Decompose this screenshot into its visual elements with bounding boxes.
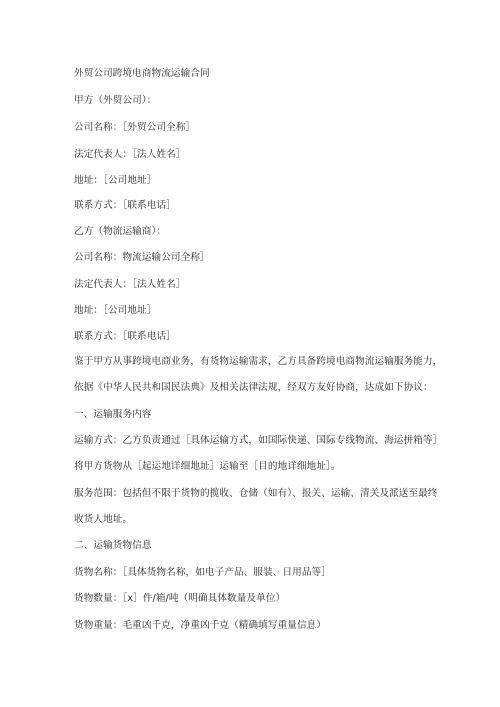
party-a-company-name: 公司名称：［外贸公司全称］ (74, 122, 196, 133)
section-1-line: 收货人地址。 (74, 514, 133, 525)
contract-title: 外贸公司跨境电商物流运输合同 (74, 68, 210, 79)
party-b-address: 地址：［公司地址］ (74, 305, 157, 316)
section-1-heading: 一、运输服务内容 (74, 409, 152, 420)
section-2-line: 货物数量：［x］件/箱/吨（明确具体数量及单位） (74, 593, 286, 604)
section-1-line: 运输方式：乙方负责通过［具体运输方式，如国际快递、国际专线物流、海运拼箱等］ (74, 435, 443, 446)
party-a-address: 地址：［公司地址］ (74, 175, 157, 186)
party-a-legal-rep: 法定代表人：［法人姓名］ (74, 149, 186, 160)
party-b-heading: 乙方（物流运输商）： (74, 226, 167, 237)
section-1-line: 服务范围：包括但不限于货物的揽收、仓储（如有）、报关、运输、清关及派送至最终 (74, 488, 438, 499)
party-a-heading: 甲方（外贸公司）： (74, 95, 157, 106)
preamble-line-2: 依据《中华人民共和国民法典》及相关法律法规，经双方友好协商，达成如下协议： (74, 382, 433, 393)
party-b-company-name: 公司名称：物流运输公司全称］ (74, 252, 210, 263)
section-2-line: 货物名称：［具体货物名称，如电子产品、服装、日用品等］ (74, 567, 331, 578)
preamble-line-1: 鉴于甲方从事跨境电商业务，有货物运输需求，乙方具备跨境电商物流运输服务能力， (74, 356, 443, 367)
section-1-line: 将甲方货物从［起运地详细地址］运输至［目的地详细地址］。 (74, 461, 341, 472)
section-2-line: 货物重量：毛重凶千克，净重凶千克（精确填写重量信息） (74, 620, 327, 631)
party-a-contact: 联系方式：［联系电话］ (74, 200, 176, 211)
section-2-heading: 二、运输货物信息 (74, 540, 152, 551)
party-b-legal-rep: 法定代表人：［法人姓名］ (74, 279, 186, 290)
party-b-contact: 联系方式：［联系电话］ (74, 331, 176, 342)
